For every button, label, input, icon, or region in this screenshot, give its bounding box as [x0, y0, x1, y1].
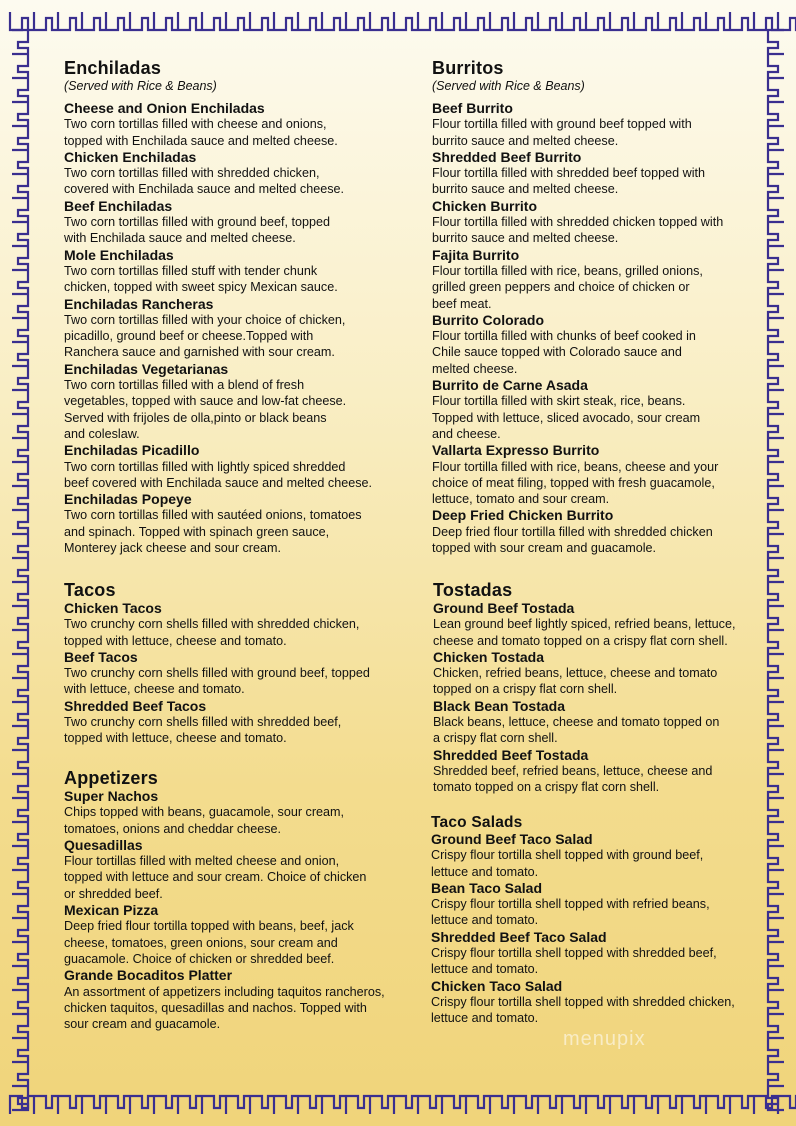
section-appetizers — [64, 768, 385, 1032]
menu-item-name: Shredded Beef Burrito — [432, 148, 582, 165]
border-segment — [12, 30, 28, 1110]
menu-item-name: Grande Bocaditos Platter — [64, 967, 233, 984]
menu-item — [432, 247, 723, 312]
menu-item-name: Deep Fried Chicken Burrito — [432, 507, 614, 524]
menu-item-name: Fajita Burrito — [432, 246, 520, 263]
menu-item-name: Enchiladas Popeye — [64, 491, 192, 508]
menu-item-name: Enchiladas Picadillo — [64, 442, 200, 459]
menu-item-description: Two corn tortillas filled with shredded chicken, covered with Enchilada sauce and melted cheese. — [64, 166, 345, 197]
menu-item-name: Chicken Enchiladas — [64, 148, 197, 165]
menu-item-description: Deep fried flour tortilla topped with beans, beef, jack cheese, tomatoes, green onions, sour cream and guacamole. Choice of chicken or shredded beef. — [64, 919, 354, 966]
menu-item-description: Flour tortilla filled with rice, beans, cheese and your choice of meat filing, topped with fresh guacamole, lettuce, tomato and sour cream. — [432, 459, 719, 507]
menu-item-description: Flour tortilla filled with chunks of beef cooked in Chile sauce topped with Colorado sauce and melted cheese. — [432, 329, 696, 376]
menu-item-description: Two corn tortillas filled with your choice of chicken, picadillo, ground beef or cheese.Topped with Ranchera sauce and garnished with sour cream. — [64, 312, 346, 360]
menu-item-description: Flour tortilla filled with shredded beef topped with burrito sauce and melted cheese. — [432, 166, 706, 197]
menu-item-name: Ground Beef Tostada — [433, 600, 575, 616]
menu-item — [432, 312, 723, 377]
menu-item-description: Two crunchy corn shells filled with shredded beef, topped with lettuce, cheese and tomato. — [64, 715, 342, 746]
menu-item — [64, 837, 385, 902]
menu-item — [432, 100, 723, 149]
menu-item-name: Ground Beef Taco Salad — [431, 831, 593, 847]
menu-item — [64, 698, 370, 747]
menu-item-name: Enchiladas Vegetarianas — [64, 360, 229, 377]
section-subtitle: (Served with Rice & Beans) — [64, 79, 217, 93]
border-segment — [10, 1096, 796, 1114]
section-tostadas — [433, 580, 735, 796]
menu-item-description: Flour tortilla filled with ground beef topped with burrito sauce and melted cheese. — [432, 117, 692, 148]
menu-item-name: Chicken Taco Salad — [431, 977, 563, 994]
menu-item-name: Beef Enchiladas — [64, 197, 173, 214]
menu-item-name: Chicken Tacos — [64, 600, 162, 616]
menu-item — [431, 929, 735, 978]
menu-item-name: Mole Enchiladas — [64, 246, 174, 263]
menu-item-description: Flour tortilla filled with shredded chicken topped with burrito sauce and melted cheese. — [432, 215, 724, 246]
menu-item — [431, 978, 735, 1027]
menu-item-description: Crispy flour tortilla shell topped with shredded beef, lettuce and tomato. — [431, 946, 717, 977]
menu-item-name: Chicken Burrito — [432, 197, 538, 214]
menu-item-description: Two corn tortillas filled with sautéed onions, tomatoes and spinach. Topped with spinach green sauce, Monterey jack cheese and sour cream. — [64, 508, 362, 556]
section-tacos — [64, 580, 370, 747]
border-segment — [768, 30, 784, 1110]
menu-item — [64, 100, 372, 149]
menu-item — [432, 149, 723, 198]
menu-item-name: Shredded Beef Tacos — [64, 697, 207, 714]
menu-item-description: Two corn tortillas filled stuff with tender chunk chicken, topped with sweet spicy Mexican sauce. — [64, 263, 338, 295]
menu-item-name: Quesadillas — [64, 836, 143, 853]
menu-item — [432, 442, 723, 507]
border-segment — [10, 12, 796, 30]
menu-item-name: Shredded Beef Tostada — [433, 746, 589, 763]
menu-item — [64, 788, 385, 837]
menu-item-description: Two crunchy corn shells filled with shredded chicken, topped with lettuce, cheese and tomato. — [64, 617, 360, 648]
menu-item-name: Shredded Beef Taco Salad — [431, 928, 607, 945]
section-title: Burritos — [432, 58, 504, 78]
section-taco-salads — [431, 814, 735, 1027]
menu-item-description: Two corn tortillas filled with a blend of fresh vegetables, topped with sauce and low-fat cheese. Served with frijoles de olla,pinto or black beans and coleslaw. — [64, 378, 347, 441]
menu-item-name: Super Nachos — [64, 788, 159, 804]
section-title: Enchiladas — [64, 58, 162, 78]
section-title: Appetizers — [64, 768, 159, 788]
section-title: Taco Salads — [431, 814, 523, 831]
menu-item — [432, 377, 723, 442]
menu-item-name: Beef Burrito — [432, 100, 513, 116]
section-title: Tostadas — [433, 580, 513, 600]
menu-item-name: Black Bean Tostada — [433, 697, 566, 714]
menu-item-description: Flour tortilla filled with rice, beans, grilled onions, grilled green peppers and choice of chicken or beef meat. — [432, 263, 703, 311]
menu-item-description: Two corn tortillas filled with ground beef, topped with Enchilada sauce and melted cheese. — [64, 215, 331, 246]
menu-item-name: Chicken Tostada — [433, 648, 544, 665]
section-burritos — [432, 58, 723, 556]
menu-item-description: Black beans, lettuce, cheese and tomato topped on a crispy flat corn shell. — [433, 715, 720, 746]
menu-item — [64, 296, 372, 361]
menu-item — [64, 967, 385, 1032]
menu-item — [433, 600, 735, 649]
menu-item-description: Crispy flour tortilla shell topped with refried beans, lettuce and tomato. — [431, 897, 710, 928]
menu-item-name: Enchiladas Rancheras — [64, 295, 214, 312]
menu-item-description: Deep fried flour tortilla filled with shredded chicken topped with sour cream and guacamole. — [432, 524, 713, 556]
menu-item — [433, 747, 735, 796]
menu-item-name: Beef Tacos — [64, 648, 138, 665]
menu-item — [64, 149, 372, 198]
menu-item-description: Flour tortillas filled with melted cheese and onion, topped with lettuce and sour cream. Choice of chicken or shredded beef. — [64, 854, 367, 901]
menu-item-description: Chips topped with beans, guacamole, sour cream, tomatoes, onions and cheddar cheese. — [64, 805, 345, 836]
menu-item-name: Vallarta Expresso Burrito — [432, 442, 600, 459]
menu-item — [433, 649, 735, 698]
section-title: Tacos — [64, 580, 116, 600]
menu-item — [64, 491, 372, 556]
menu-item-description: Crispy flour tortilla shell topped with ground beef, lettuce and tomato. — [431, 848, 704, 879]
menu-item-description: Flour tortilla filled with skirt steak, rice, beans. Topped with lettuce, sliced avocado, sour cream and cheese. — [432, 394, 701, 441]
menu-item-name: Bean Taco Salad — [431, 879, 543, 896]
menu-item — [64, 247, 372, 296]
menu-item-name: Burrito de Carne Asada — [432, 377, 588, 394]
menu-item-description: An assortment of appetizers including taquitos rancheros, chicken taquitos, quesadillas and nachos. Topped with sour cream and guacamole. — [64, 984, 385, 1032]
menu-item-description: Two crunchy corn shells filled with ground beef, topped with lettuce, cheese and tomato. — [64, 666, 370, 697]
menu-item-description: Chicken, refried beans, lettuce, cheese and tomato topped on a crispy flat corn shell. — [433, 666, 718, 697]
menu-item — [64, 600, 370, 649]
section-enchiladas — [64, 58, 372, 556]
menu-item-name: Burrito Colorado — [432, 311, 544, 328]
section-subtitle: (Served with Rice & Beans) — [432, 79, 585, 93]
menu-item-description: Two corn tortillas filled with lightly spiced shredded beef covered with Enchilada sauce and melted cheese. — [64, 459, 373, 490]
menu-item — [432, 198, 723, 247]
menu-item — [431, 880, 735, 929]
menu-item — [64, 649, 370, 698]
menu-item-name: Cheese and Onion Enchiladas — [64, 100, 265, 116]
menu-item — [64, 198, 372, 247]
menu-item — [64, 902, 385, 967]
menu-item — [433, 698, 735, 747]
menu-item-description: Two corn tortillas filled with cheese and onions, topped with Enchilada sauce and melted cheese. — [64, 117, 338, 148]
menu-item — [431, 831, 735, 880]
menu-item — [64, 442, 372, 491]
menu-item — [64, 361, 372, 442]
menu-item — [432, 507, 723, 556]
menu-item-description: Crispy flour tortilla shell topped with shredded chicken, lettuce and tomato. — [431, 994, 735, 1026]
menu-item-name: Mexican Pizza — [64, 902, 159, 919]
watermark: menupix — [563, 1028, 646, 1050]
menu-item-description: Lean ground beef lightly spiced, refried beans, lettuce, cheese and tomato topped on a crispy flat corn shell. — [433, 617, 736, 648]
menu-item-description: Shredded beef, refried beans, lettuce, cheese and tomato topped on a crispy flat corn shell. — [433, 763, 713, 795]
